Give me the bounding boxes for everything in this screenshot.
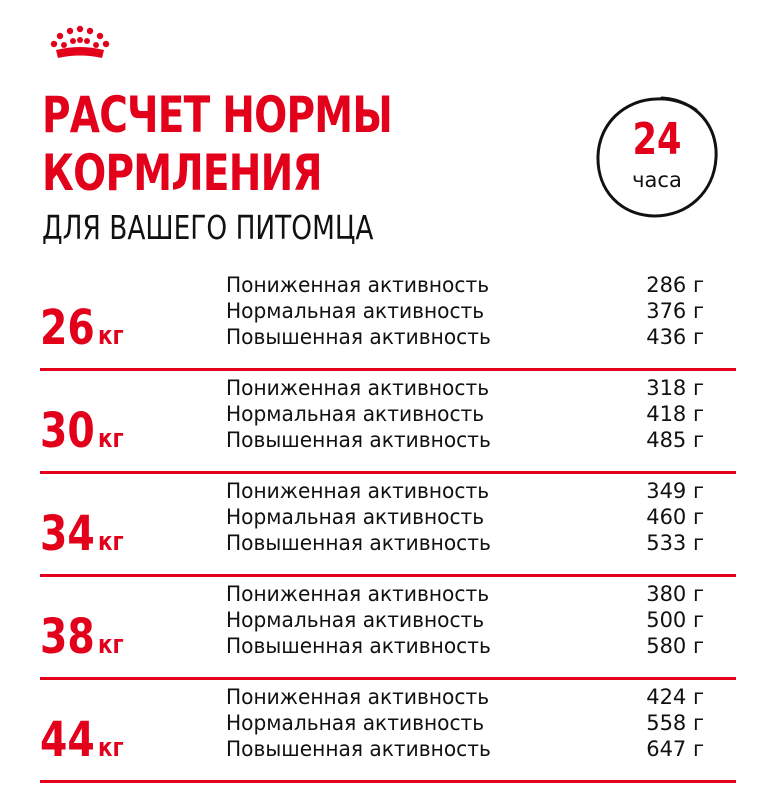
list-item: [226, 427, 704, 453]
list-item: [226, 530, 704, 556]
activity-label: Пониженная активность: [226, 479, 490, 503]
food-amount: 485 г: [646, 428, 704, 452]
food-amount: 286 г: [646, 273, 704, 297]
badge-number: 24: [632, 114, 682, 165]
activity-label: Повышенная активность: [226, 531, 491, 555]
weight-label: [40, 405, 124, 457]
weight-value: 34: [40, 506, 95, 562]
food-amount: 349 г: [646, 479, 704, 503]
list-item: [226, 401, 704, 427]
table-row: [40, 371, 736, 474]
page-title: [42, 86, 392, 202]
weight-unit: кг: [98, 424, 124, 454]
table-row: [40, 474, 736, 577]
weight-value: 30: [40, 403, 95, 459]
weight-unit: кг: [98, 527, 124, 557]
weight-label: [40, 611, 124, 663]
food-amount: 558 г: [646, 711, 704, 735]
activity-label: Повышенная активность: [226, 325, 491, 349]
activity-label: Пониженная активность: [226, 685, 490, 709]
activity-label: Нормальная активность: [226, 299, 485, 323]
list-item: [226, 581, 704, 607]
weight-value: 38: [40, 609, 95, 665]
activity-label: Пониженная активность: [226, 376, 490, 400]
crown-logo-icon: [44, 24, 116, 64]
activity-label: Пониженная активность: [226, 273, 490, 297]
activity-label: Нормальная активность: [226, 711, 485, 735]
table-row: [40, 680, 736, 783]
table-row: [40, 268, 736, 371]
food-amount: 533 г: [646, 531, 704, 555]
list-item: [226, 478, 704, 504]
activity-list: [226, 581, 704, 659]
food-amount: 318 г: [646, 376, 704, 400]
food-amount: 380 г: [646, 582, 704, 606]
activity-label: Нормальная активность: [226, 402, 485, 426]
list-item: [226, 298, 704, 324]
activity-label: Повышенная активность: [226, 428, 491, 452]
weight-unit: кг: [98, 630, 124, 660]
weight-value: 26: [40, 300, 95, 356]
activity-list: [226, 478, 704, 556]
feeding-table: [40, 268, 736, 783]
badge-unit: часа: [632, 168, 682, 192]
table-row: [40, 577, 736, 680]
activity-label: Повышенная активность: [226, 737, 491, 761]
activity-label: Нормальная активность: [226, 505, 485, 529]
food-amount: 460 г: [646, 505, 704, 529]
title-line-2: КОРМЛЕНИЯ: [42, 144, 322, 202]
food-amount: 500 г: [646, 608, 704, 632]
food-amount: 436 г: [646, 325, 704, 349]
food-amount: 418 г: [646, 402, 704, 426]
activity-list: [226, 684, 704, 762]
list-item: [226, 324, 704, 350]
activity-label: Нормальная активность: [226, 608, 485, 632]
list-item: [226, 504, 704, 530]
list-item: [226, 607, 704, 633]
food-amount: 376 г: [646, 299, 704, 323]
activity-list: [226, 375, 704, 453]
food-amount: 647 г: [646, 737, 704, 761]
list-item: [226, 272, 704, 298]
weight-label: [40, 302, 124, 354]
food-amount: 424 г: [646, 685, 704, 709]
page-subtitle: ДЛЯ ВАШЕГО ПИТОМЦА: [42, 208, 374, 247]
weight-unit: кг: [98, 733, 124, 763]
list-item: [226, 684, 704, 710]
list-item: [226, 736, 704, 762]
weight-value: 44: [40, 712, 95, 768]
activity-label: Повышенная активность: [226, 634, 491, 658]
food-amount: 580 г: [646, 634, 704, 658]
weight-label: [40, 714, 124, 766]
activity-label: Пониженная активность: [226, 582, 490, 606]
list-item: [226, 633, 704, 659]
title-line-1: РАСЧЕТ НОРМЫ: [42, 86, 392, 144]
list-item: [226, 375, 704, 401]
weight-label: [40, 508, 124, 560]
weight-unit: кг: [98, 321, 124, 351]
activity-list: [226, 272, 704, 350]
hours-badge: [592, 92, 722, 222]
list-item: [226, 710, 704, 736]
